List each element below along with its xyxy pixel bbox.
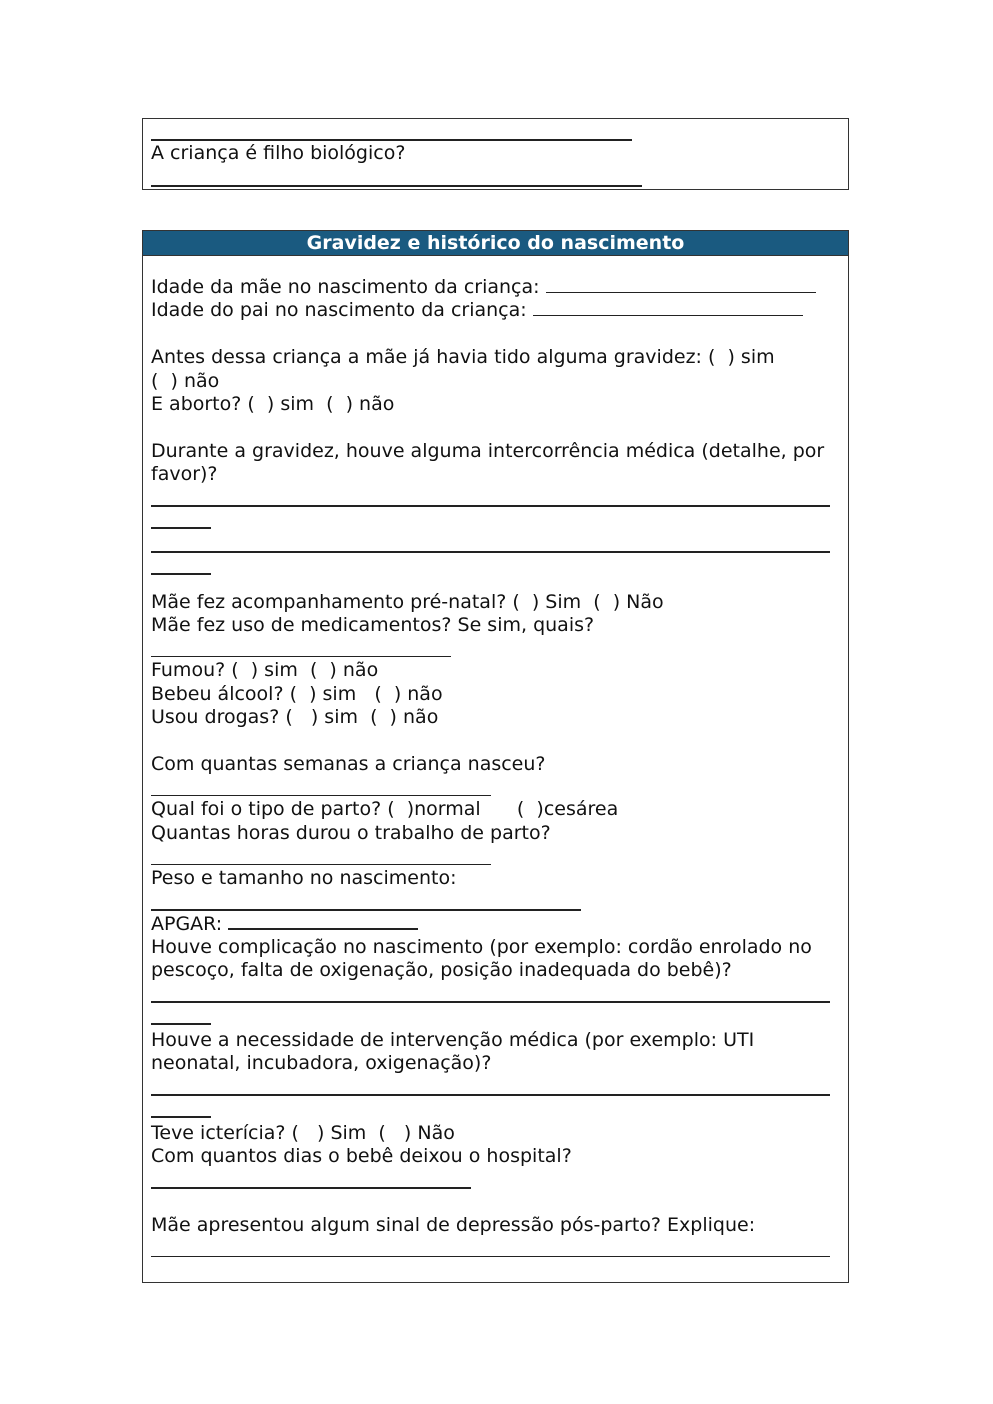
answer-line[interactable] bbox=[533, 315, 803, 317]
answer-line[interactable] bbox=[151, 1005, 840, 1029]
father-age-question: Idade do pai no nascimento da criança: bbox=[151, 299, 840, 322]
answer-line[interactable] bbox=[151, 891, 840, 913]
previous-pregnancy-question: Antes dessa criança a mãe já havia tido alguma gravidez: ( ) sim bbox=[151, 346, 775, 369]
postpartum-depression-question: Mãe apresentou algum sinal de depressão pós-parto? Explique: bbox=[151, 1213, 756, 1236]
answer-line[interactable] bbox=[151, 845, 840, 867]
delivery-type-question: Qual foi o tipo de parto? ( )normal ( )cesárea bbox=[151, 798, 619, 821]
pregnancy-complication-question: Durante a gravidez, houve alguma intercorrência médica (detalhe, por favor)? bbox=[151, 439, 831, 486]
answer-line[interactable] bbox=[151, 487, 840, 509]
alcohol-question: Bebeu álcool? ( ) sim ( ) não bbox=[151, 682, 443, 705]
mother-age-question: Idade da mãe no nascimento da criança: bbox=[151, 276, 840, 299]
answer-line[interactable] bbox=[228, 928, 418, 930]
prenatal-question: Mãe fez acompanhamento pré-natal? ( ) Sim ( ) Não bbox=[151, 590, 664, 613]
medication-question: Mãe fez uso de medicamentos? Se sim, quais? bbox=[151, 614, 595, 637]
answer-line[interactable] bbox=[151, 555, 840, 579]
hospital-days-question: Com quantos dias o bebê deixou o hospital? bbox=[151, 1145, 572, 1168]
answer-line[interactable] bbox=[546, 292, 816, 294]
answer-line[interactable] bbox=[151, 1169, 840, 1191]
answer-line[interactable] bbox=[151, 1237, 840, 1259]
section-header: Gravidez e histórico do nascimento bbox=[143, 231, 848, 256]
answer-line[interactable] bbox=[151, 637, 840, 659]
section-content bbox=[143, 256, 848, 1259]
abortion-question: E aborto? ( ) sim ( ) não bbox=[151, 393, 395, 416]
answer-line[interactable] bbox=[151, 509, 840, 533]
medical-intervention-question: Houve a necessidade de intervenção médica (por exemplo: UTI neonatal, incubadora, oxigenação)? bbox=[151, 1028, 761, 1075]
answer-line[interactable] bbox=[151, 185, 642, 187]
answer-line[interactable] bbox=[151, 776, 840, 798]
biological-child-box bbox=[142, 118, 849, 190]
gestation-weeks-question: Com quantas semanas a criança nasceu? bbox=[151, 753, 546, 776]
answer-line[interactable] bbox=[151, 983, 840, 1005]
apgar-question: APGAR: bbox=[151, 913, 840, 936]
biological-child-question: A criança é filho biológico? bbox=[151, 142, 406, 164]
answer-line[interactable] bbox=[151, 1076, 840, 1098]
labor-hours-question: Quantas horas durou o trabalho de parto? bbox=[151, 821, 551, 844]
drugs-question: Usou drogas? ( ) sim ( ) não bbox=[151, 706, 439, 729]
answer-line[interactable] bbox=[151, 533, 840, 555]
pregnancy-birth-history-section bbox=[142, 230, 849, 1283]
weight-size-question: Peso e tamanho no nascimento: bbox=[151, 867, 457, 890]
birth-complication-question: Houve complicação no nascimento (por exemplo: cordão enrolado no pescoço, falta de oxigenação, posição inadequada do bebê)? bbox=[151, 936, 818, 982]
answer-line[interactable] bbox=[151, 1098, 840, 1122]
smoking-question: Fumou? ( ) sim ( ) não bbox=[151, 659, 379, 682]
previous-pregnancy-no-option: ( ) não bbox=[151, 369, 220, 392]
jaundice-question: Teve icterícia? ( ) Sim ( ) Não bbox=[151, 1121, 455, 1144]
